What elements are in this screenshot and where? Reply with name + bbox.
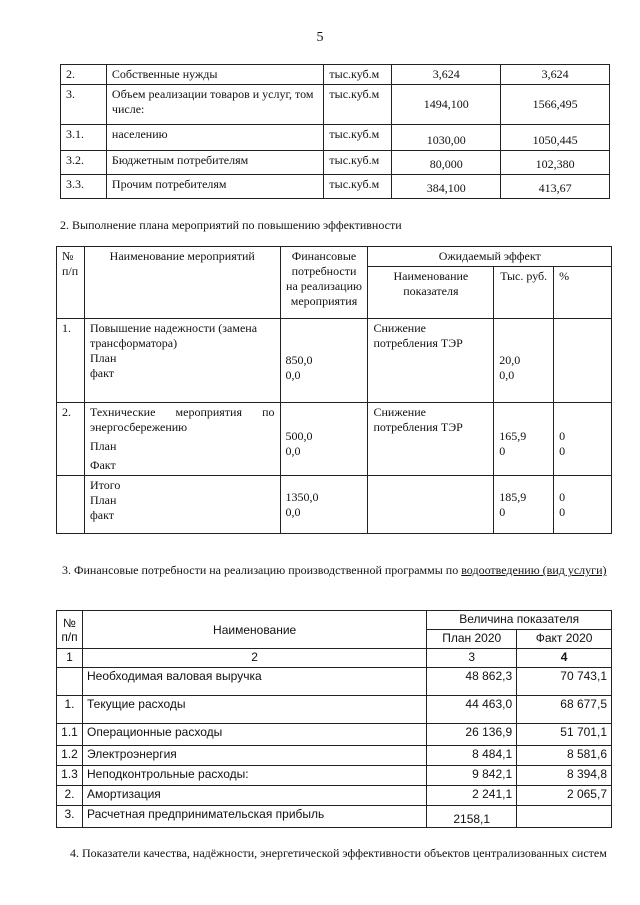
rub-plan: 165,9 xyxy=(499,429,527,443)
row-unit: тыс.куб.м xyxy=(324,125,392,151)
row-num: 3. xyxy=(57,806,83,828)
row-plan: 2158,1 xyxy=(427,806,517,828)
rub-plan: 185,9 xyxy=(499,490,527,504)
row-finance xyxy=(280,476,368,534)
section-3-underlined: водоотведению (вид услуги) xyxy=(461,563,607,577)
pct-fact: 0 xyxy=(559,444,566,458)
row-value-fact: 1050,445 xyxy=(501,125,610,151)
row-name xyxy=(84,476,280,534)
row-num: 3.1. xyxy=(61,125,107,151)
finance-fact: 0,0 xyxy=(285,368,301,382)
section-3-text: 3. Финансовые потребности на реализацию производственной программы по xyxy=(62,563,462,577)
row-name: Бюджетным потребителям xyxy=(106,151,323,175)
table-row-total xyxy=(57,476,612,534)
row-plan-label: План xyxy=(89,439,117,453)
row-num xyxy=(57,668,83,696)
table-row xyxy=(61,125,610,151)
index-cell: 3 xyxy=(427,649,517,668)
row-value-fact: 3,624 xyxy=(501,65,610,85)
header-num: № п/п xyxy=(57,611,83,649)
section-2-title: 2. Выполнение плана мероприятий по повышению эффективности xyxy=(60,218,402,232)
row-name xyxy=(84,319,280,403)
table-row xyxy=(57,766,612,786)
row-fact: 68 677,5 xyxy=(517,696,612,724)
row-fact xyxy=(517,806,612,828)
row-rub xyxy=(494,476,554,534)
finance-fact: 0,0 xyxy=(285,444,301,458)
section-4-title: 4. Показатели качества, надёжности, энергетической эффективности объектов централизованных систем xyxy=(70,846,607,860)
table-row xyxy=(61,175,610,199)
row-num: 2. xyxy=(57,786,83,806)
pct-plan: 0 xyxy=(559,490,566,504)
row-indicator: Снижение потребления ТЭР xyxy=(368,403,494,476)
row-fact-label: факт xyxy=(89,366,114,380)
row-rub xyxy=(494,319,554,403)
row-value-fact: 1566,495 xyxy=(501,85,610,125)
row-value-plan: 80,000 xyxy=(392,151,501,175)
row-value-plan: 1494,100 xyxy=(392,85,501,125)
row-value-fact: 102,380 xyxy=(501,151,610,175)
row-name: Прочим потребителям xyxy=(106,175,323,199)
row-name: Электроэнергия xyxy=(82,746,426,766)
section-3-title xyxy=(62,562,610,579)
row-name: Операционные расходы xyxy=(82,724,426,746)
row-num: 2. xyxy=(57,403,85,476)
row-fact-label: факт xyxy=(89,508,114,522)
row-finance xyxy=(280,403,368,476)
pct-plan: 0 xyxy=(559,429,566,443)
finance-plan: 850,0 xyxy=(285,353,313,367)
row-name: Необходимая валовая выручка xyxy=(82,668,426,696)
row-finance xyxy=(280,319,368,403)
table-row xyxy=(61,85,610,125)
row-value-fact: 413,67 xyxy=(501,175,610,199)
row-num xyxy=(57,476,85,534)
table-row xyxy=(57,786,612,806)
header-finance: Финансовые потребности на реализацию мероприятия xyxy=(280,247,368,319)
row-plan: 9 842,1 xyxy=(427,766,517,786)
row-name-text: Повышение надежности (замена трансформатора) xyxy=(89,321,258,350)
row-unit: тыс.куб.м xyxy=(324,151,392,175)
row-num: 1.1 xyxy=(57,724,83,746)
row-plan-label: План xyxy=(89,351,117,365)
volume-table xyxy=(60,64,610,199)
table-row xyxy=(57,806,612,828)
header-pct: % xyxy=(554,267,612,319)
header-name: Наименование xyxy=(82,611,426,649)
index-cell: 2 xyxy=(82,649,426,668)
finance-table xyxy=(56,610,612,828)
row-indicator: Снижение потребления ТЭР xyxy=(368,319,494,403)
finance-plan: 1350,0 xyxy=(285,490,319,504)
finance-fact: 0,0 xyxy=(285,505,301,519)
header-indicator: Наименование показателя xyxy=(368,267,494,319)
row-value-plan: 1030,00 xyxy=(392,125,501,151)
pct-fact: 0 xyxy=(559,505,566,519)
header-value: Величина показателя xyxy=(427,611,612,630)
row-pct xyxy=(554,319,612,403)
row-fact: 8 394,8 xyxy=(517,766,612,786)
row-num: 3.3. xyxy=(61,175,107,199)
row-fact: 51 701,1 xyxy=(517,724,612,746)
rub-fact: 0,0 xyxy=(499,368,515,382)
table-header-row xyxy=(57,611,612,630)
header-effect: Ожидаемый эффект xyxy=(368,247,612,267)
row-value-plan: 3,624 xyxy=(392,65,501,85)
row-name-text: Итого xyxy=(89,478,121,492)
header-fact: Факт 2020 xyxy=(517,630,612,649)
measures-table xyxy=(56,246,612,534)
row-num: 1. xyxy=(57,696,83,724)
row-num: 1. xyxy=(57,319,85,403)
index-cell: 1 xyxy=(57,649,83,668)
row-fact: 8 581,6 xyxy=(517,746,612,766)
row-num: 1.2 xyxy=(57,746,83,766)
page-number: 5 xyxy=(316,30,324,45)
row-plan-label: План xyxy=(89,493,117,507)
table-index-row xyxy=(57,649,612,668)
row-num: 2. xyxy=(61,65,107,85)
header-plan: План 2020 xyxy=(427,630,517,649)
row-unit: тыс.куб.м xyxy=(324,85,392,125)
row-num: 3. xyxy=(61,85,107,125)
row-fact: 70 743,1 xyxy=(517,668,612,696)
table-row xyxy=(61,151,610,175)
header-name: Наименование мероприятий xyxy=(84,247,280,319)
table-row xyxy=(61,65,610,85)
header-num: № п/п xyxy=(57,247,85,319)
row-value-plan: 384,100 xyxy=(392,175,501,199)
row-name xyxy=(84,403,280,476)
row-fact: 2 065,7 xyxy=(517,786,612,806)
rub-fact: 0 xyxy=(499,444,506,458)
row-rub xyxy=(494,403,554,476)
table-row xyxy=(57,746,612,766)
row-fact-label: Факт xyxy=(89,458,116,472)
row-name: Собственные нужды xyxy=(106,65,323,85)
table-row xyxy=(57,668,612,696)
row-name: населению xyxy=(106,125,323,151)
rub-fact: 0 xyxy=(499,505,506,519)
row-name: Текущие расходы xyxy=(82,696,426,724)
row-plan: 26 136,9 xyxy=(427,724,517,746)
row-plan: 44 463,0 xyxy=(427,696,517,724)
table-row xyxy=(57,403,612,476)
row-num: 3.2. xyxy=(61,151,107,175)
row-pct xyxy=(554,476,612,534)
table-row xyxy=(57,696,612,724)
row-indicator xyxy=(368,476,494,534)
row-num: 1.3 xyxy=(57,766,83,786)
index-cell: 4 xyxy=(517,649,612,668)
row-plan: 48 862,3 xyxy=(427,668,517,696)
table-row xyxy=(57,724,612,746)
row-name: Расчетная предпринимательская прибыль xyxy=(82,806,426,828)
table-header-row xyxy=(57,247,612,267)
finance-plan: 500,0 xyxy=(285,429,313,443)
table-row xyxy=(57,319,612,403)
row-name: Амортизация xyxy=(82,786,426,806)
row-plan: 2 241,1 xyxy=(427,786,517,806)
rub-plan: 20,0 xyxy=(499,353,521,367)
row-unit: тыс.куб.м xyxy=(324,175,392,199)
row-name: Объем реализации товаров и услуг, том числе: xyxy=(106,85,323,125)
row-name: Неподконтрольные расходы: xyxy=(82,766,426,786)
row-pct xyxy=(554,403,612,476)
row-name-text: Технические мероприятия по энергосбережению xyxy=(89,405,275,434)
header-rub: Тыс. руб. xyxy=(494,267,554,319)
row-plan: 8 484,1 xyxy=(427,746,517,766)
row-unit: тыс.куб.м xyxy=(324,65,392,85)
